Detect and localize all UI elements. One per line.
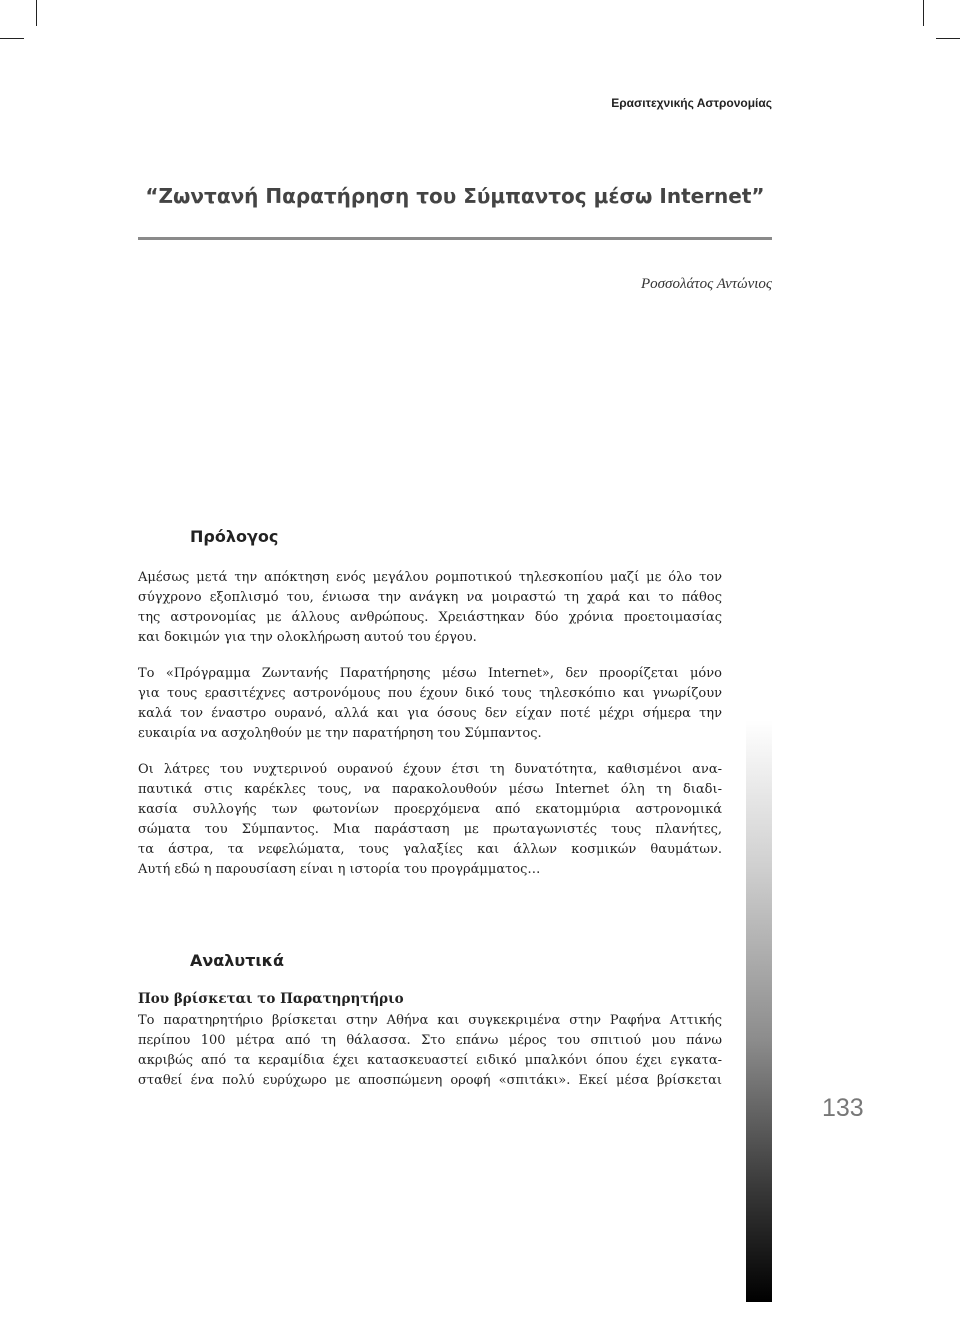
- crop-mark-top-left-vertical: [36, 0, 37, 26]
- text-line: Αμέσως μετά την απόκτηση ενός μεγάλου ρομποτικού τηλεσκοπίου μαζί με όλο τον: [138, 570, 722, 585]
- text-line: ακριβώς από τα κεραμίδια έχει κατασκευαστεί ειδικό μπαλκόνι όπου έχει εγκατα-: [138, 1053, 722, 1068]
- details-paragraph-1: [138, 1011, 722, 1091]
- text-line: περίπου 100 μέτρα από τη θάλασσα. Στο επάνω μέρος του σπιτιού μου πάνω: [138, 1033, 722, 1048]
- text-line: για τους ερασιτέχνες αστρονόμους που έχουν δικό τους τηλεσκόπιο και γνωρίζουν: [138, 686, 722, 701]
- prologue-heading: Πρόλογος: [190, 527, 279, 546]
- page-number: 133: [822, 1094, 864, 1122]
- text-line: και δοκιμών για την ολοκλήρωση αυτού του έργου.: [138, 630, 477, 645]
- text-line: Το παρατηρητήριο βρίσκεται στην Αθήνα και συγκεκριμένα στην Ραφήνα Αττικής: [138, 1013, 722, 1028]
- gradient-side-bar: [746, 720, 772, 1302]
- prologue-paragraph-2: [138, 664, 722, 744]
- text-line: κασία συλλογής των φωτονίων προερχόμενα από εκατομμύρια αστρονομικά: [138, 802, 722, 817]
- crop-mark-top-right-horizontal: [936, 38, 960, 39]
- text-line: Το «Πρόγραμμα Ζωντανής Παρατήρησης μέσω Internet», δεν προορίζεται μόνο: [138, 666, 722, 681]
- prologue-paragraph-3: [138, 760, 722, 880]
- prologue-paragraph-1: [138, 568, 722, 648]
- running-header: Ερασιτεχνικής Αστρονομίας: [611, 96, 772, 110]
- details-subheading: Που βρίσκεται το Παρατηρητήριο: [138, 991, 404, 1007]
- text-line: Οι λάτρες του νυχτερινού ουρανού έχουν έτσι τη δυνατότητα, καθισμένοι ανα-: [138, 762, 722, 777]
- text-line: ευκαιρία να ασχοληθούν με την παρατήρηση του Σύμπαντος.: [138, 726, 542, 741]
- text-line: τα άστρα, τα νεφελώματα, τους γαλαξίες και άλλων κοσμικών θαυμάτων.: [138, 842, 722, 857]
- article-title: “Ζωντανή Παρατήρηση του Σύμπαντος μέσω Internet”: [145, 184, 765, 208]
- text-line: σύγχρονο εξοπλισμό του, ένιωσα την ανάγκη να μοιραστώ τη χαρά και το πάθος: [138, 590, 722, 605]
- text-line: σταθεί ένα πολύ ευρύχωρο με αποσπώμενη οροφή «σπιτάκι». Εκεί μέσα βρίσκεται: [138, 1073, 722, 1088]
- title-rule: [138, 237, 772, 240]
- text-line: Αυτή εδώ η παρουσίαση είναι η ιστορία του προγράμματος…: [138, 862, 541, 877]
- crop-mark-top-left-horizontal: [0, 38, 24, 39]
- text-line: σώματα του Σύμπαντος. Μια παράσταση με πρωταγωνιστές τους πλανήτες,: [138, 822, 722, 837]
- text-line: καλά τον έναστρο ουρανό, αλλά και για όσους δεν είχαν ποτέ μέχρι σήμερα την: [138, 706, 722, 721]
- details-heading: Αναλυτικά: [190, 951, 285, 970]
- text-line: παυτικά στις καρέκλες τους, να παρακολουθούν μέσω Internet όλη τη διαδι-: [138, 782, 722, 797]
- crop-mark-top-right-vertical: [923, 0, 924, 26]
- text-line: της αστρονομίας με άλλους ανθρώπους. Χρειάστηκαν δύο χρόνια προετοιμασίας: [138, 610, 722, 625]
- author-name: Ροσσολάτος Αντώνιος: [640, 276, 772, 292]
